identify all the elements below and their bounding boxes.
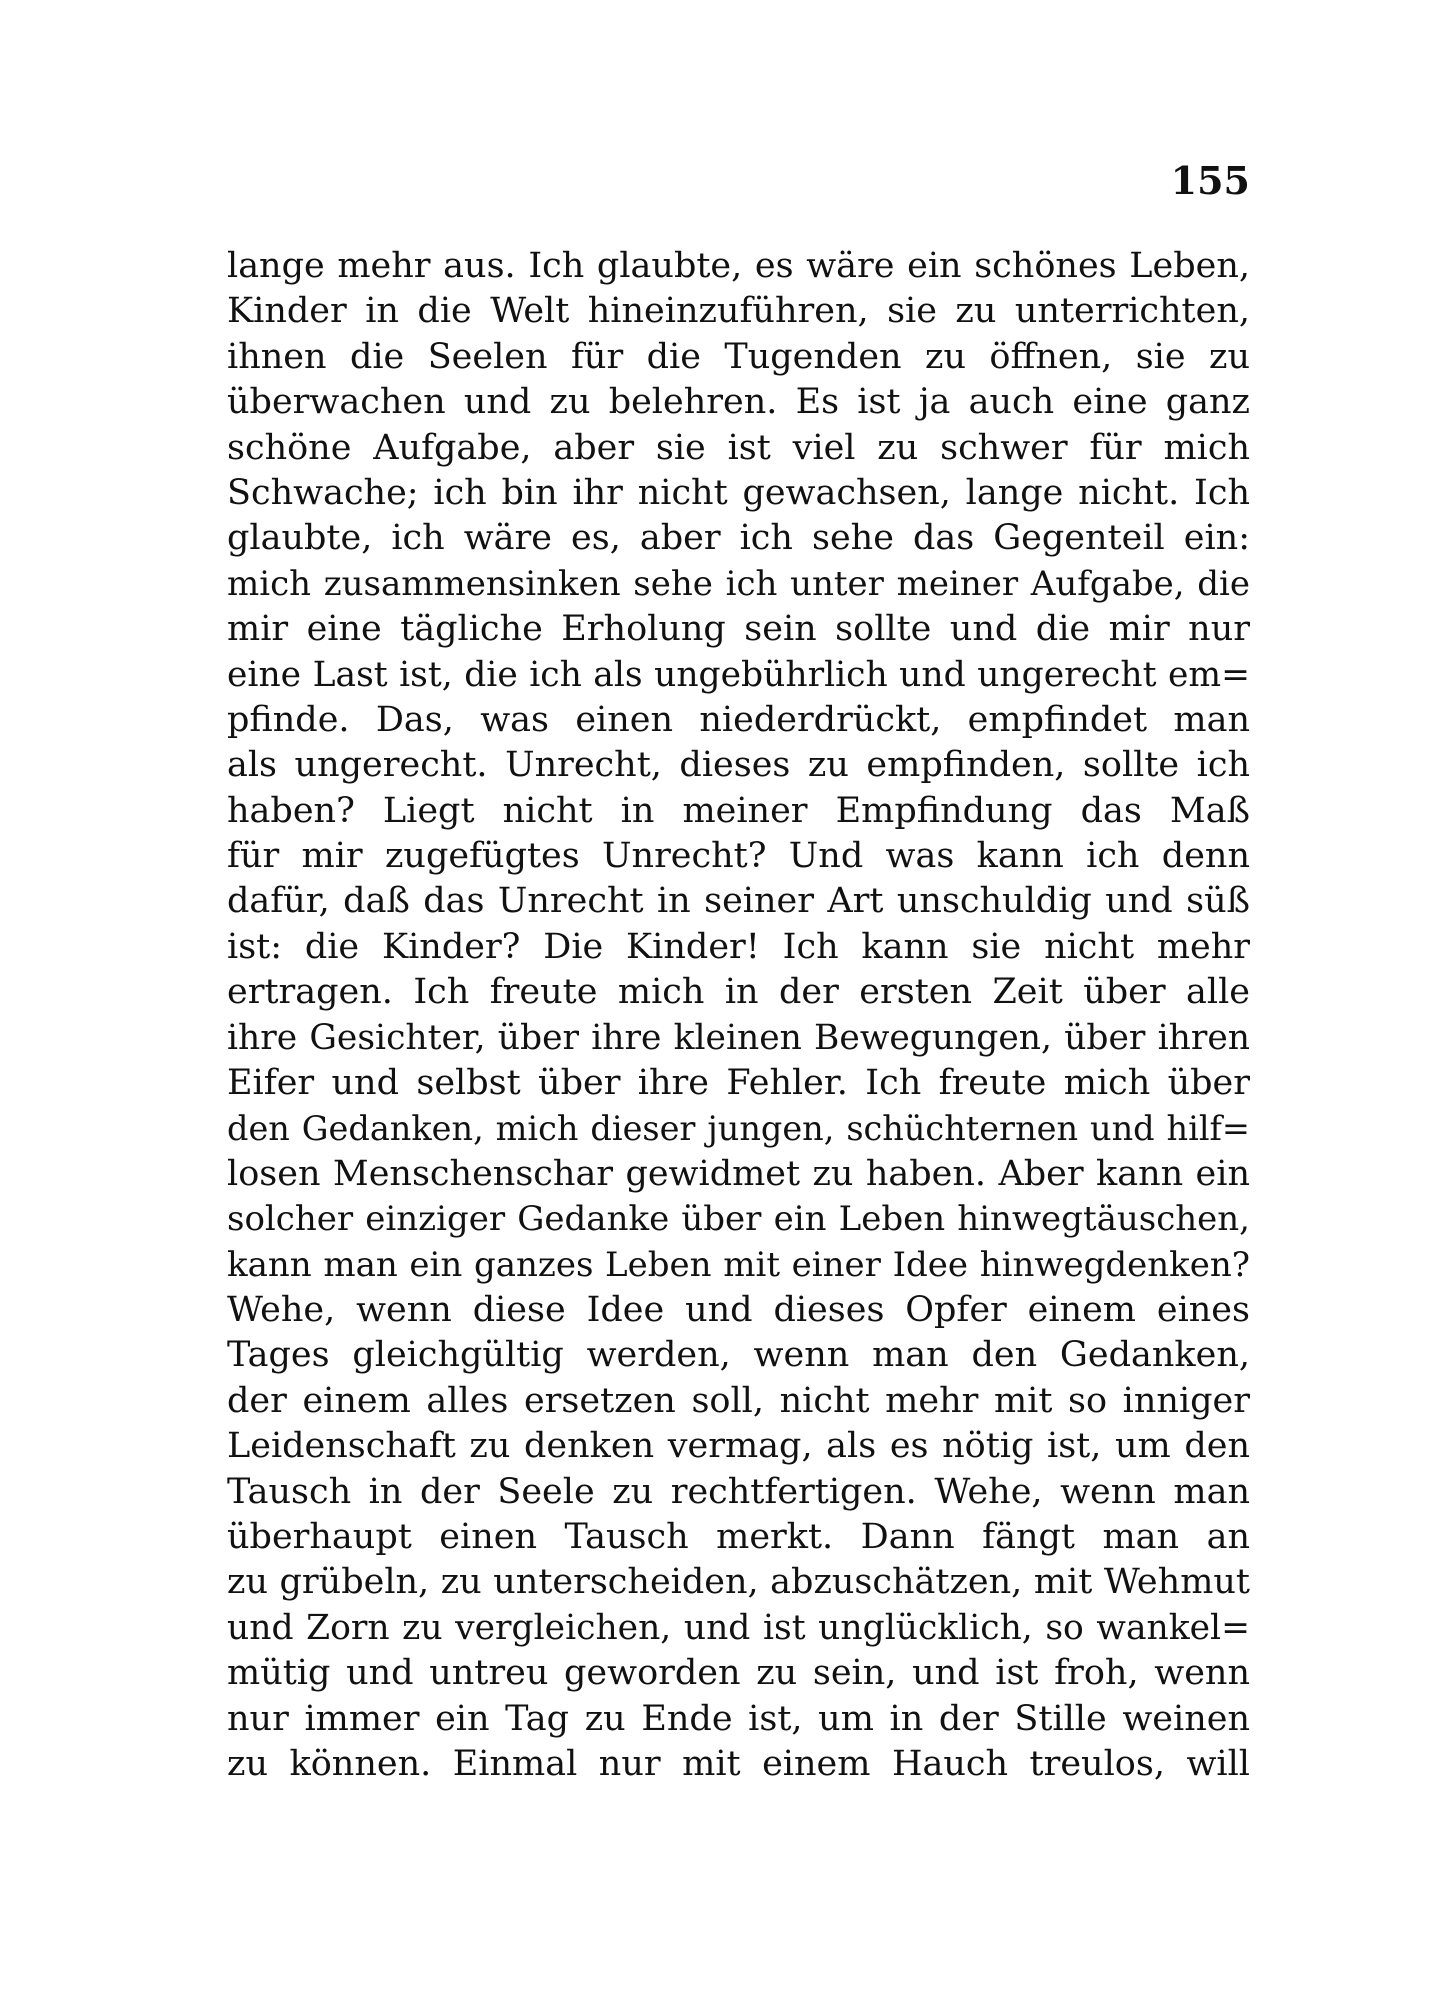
text-line: ihnen die Seelen für die Tugenden zu öffnen, sie zu (227, 336, 1250, 377)
text-line: mir eine tägliche Erholung sein sollte und die mir nur (227, 609, 1250, 650)
text-line: Kinder in die Welt hineinzuführen, sie zu unterrichten, (227, 291, 1250, 332)
text-line: als ungerecht. Unrecht, dieses zu empfinden, sollte ich (227, 745, 1250, 786)
text-line: pfinde. Das, was einen niederdrückt, empfindet man (227, 699, 1250, 740)
page-number: 155 (1170, 158, 1250, 203)
text-line: schöne Aufgabe, aber sie ist viel zu schwer für mich (227, 427, 1250, 468)
text-line: lange mehr aus. Ich glaubte, es wäre ein schönes Leben, (227, 246, 1250, 286)
text-line: Tausch in der Seele zu rechtfertigen. Wehe, wenn man (227, 1471, 1250, 1512)
text-line: zu können. Einmal nur mit einem Hauch treulos, will (227, 1743, 1250, 1784)
text-line: glaubte, ich wäre es, aber ich sehe das Gegenteil ein: (227, 518, 1250, 559)
text-line: ist: die Kinder? Die Kinder! Ich kann sie nicht mehr (227, 926, 1250, 967)
text-line: überhaupt einen Tausch merkt. Dann fängt man an (227, 1516, 1250, 1557)
text-line: kann man ein ganzes Leben mit einer Idee hinwegdenken? (227, 1244, 1250, 1285)
text-line: zu grübeln, zu unterscheiden, abzuschätzen, mit Wehmut (227, 1562, 1250, 1603)
text-line: ertragen. Ich freute mich in der ersten Zeit über alle (227, 972, 1250, 1013)
text-line: Leidenschaft zu denken vermag, als es nötig ist, um den (227, 1426, 1250, 1467)
text-line: Eifer und selbst über ihre Fehler. Ich freute mich über (227, 1063, 1250, 1104)
text-line: mich zusammensinken sehe ich unter meiner Aufgabe, die (227, 563, 1250, 604)
text-line: für mir zugefügtes Unrecht? Und was kann ich denn (227, 836, 1250, 877)
text-line: mütig und untreu geworden zu sein, und ist froh, wenn (227, 1653, 1250, 1694)
text-line: haben? Liegt nicht in meiner Empfindung das Maß (227, 790, 1250, 831)
text-line: nur immer ein Tag zu Ende ist, um in der Stille weinen (227, 1698, 1250, 1739)
text-line: ihre Gesichter, über ihre kleinen Bewegungen, über ihren (227, 1017, 1250, 1058)
body-text (227, 244, 1250, 1787)
text-line: Schwache; ich bin ihr nicht gewachsen, lange nicht. Ich (227, 472, 1250, 513)
text-line: Wehe, wenn diese Idee und dieses Opfer einem eines (227, 1289, 1250, 1330)
text-line: eine Last ist, die ich als ungebührlich und ungerecht em= (227, 654, 1250, 695)
text-line: solcher einziger Gedanke über ein Leben hinwegtäuschen, (227, 1199, 1250, 1240)
text-line: und Zorn zu vergleichen, und ist unglücklich, so wankel= (227, 1607, 1250, 1648)
text-line: losen Menschenschar gewidmet zu haben. Aber kann ein (227, 1153, 1250, 1194)
text-line: dafür, daß das Unrecht in seiner Art unschuldig und süß (227, 881, 1250, 922)
text-line: überwachen und zu belehren. Es ist ja auch eine ganz (227, 382, 1250, 423)
text-line: Tages gleichgültig werden, wenn man den Gedanken, (227, 1335, 1250, 1376)
text-line: der einem alles ersetzen soll, nicht mehr mit so inniger (227, 1380, 1250, 1421)
text-line: den Gedanken, mich dieser jungen, schüchternen und hilf= (227, 1109, 1250, 1149)
